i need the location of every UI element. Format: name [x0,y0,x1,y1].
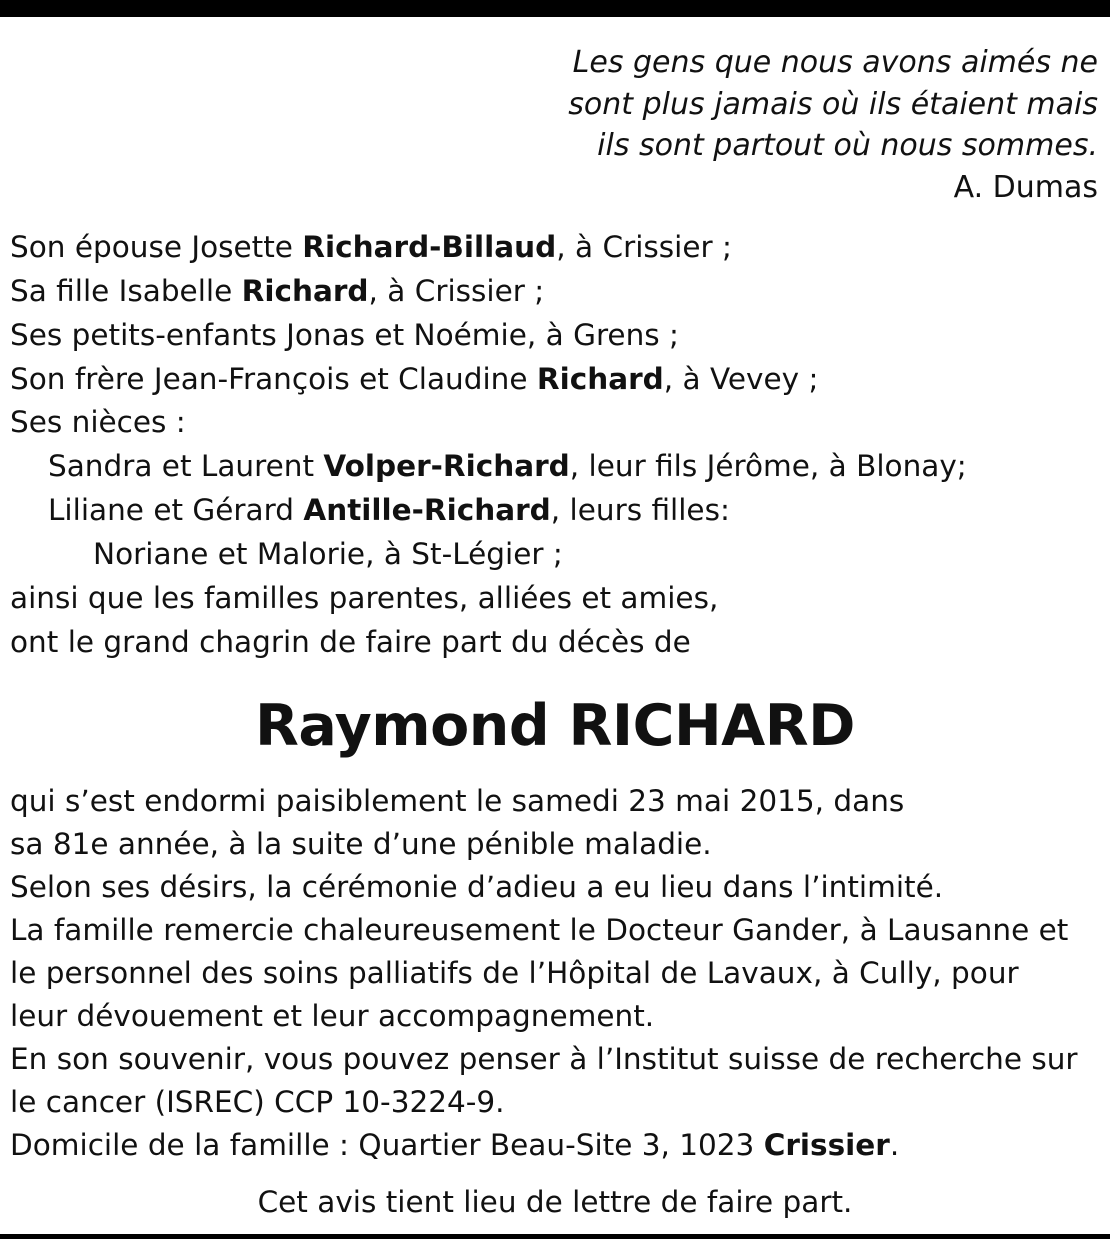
family-line-fille [10,269,544,313]
epigraph-line: ils sont partout où nous sommes. [597,128,1098,163]
text: , leurs filles: [550,493,730,527]
family-line-epouse [10,225,732,269]
city: Crissier [763,1128,890,1162]
text: Domicile de la famille : Quartier Beau-Site 3, 1023 [10,1128,764,1162]
body-line-3: Selon ses désirs, la cérémonie d’adieu a eu lieu dans l’intimité. [10,870,944,904]
epigraph-author: A. Dumas [953,169,1098,205]
text: Sandra et Laurent [48,449,324,483]
body-line-7: En son souvenir, vous pouvez penser à l’Institut suisse de recherche sur [10,1042,1078,1076]
closing-note: Cet avis tient lieu de lettre de faire part. [257,1185,853,1219]
body-line-1: qui s’est endormi paisiblement le samedi 23 mai 2015, dans [10,784,905,818]
text: , à Vevey ; [663,362,819,396]
text: . [889,1128,900,1162]
family-line-ont: ont le grand chagrin de faire part du décès de [10,625,691,659]
epigraph-line: sont plus jamais où ils étaient mais [568,86,1098,122]
family-line-petits-enfants: Ses petits-enfants Jonas et Noémie, à Grens ; [10,318,679,352]
text: Sa fille Isabelle [10,274,242,308]
family-line-frere [10,357,818,401]
surname: Richard [241,274,369,308]
family-line-niece-1 [48,444,967,488]
family-line-nieces-label: Ses nièces : [10,405,186,439]
family-line-niece-2-children: Noriane et Malorie, à St-Légier ; [93,537,563,571]
body-line-4: La famille remercie chaleureusement le Docteur Gander, à Lausanne et [10,913,1069,947]
domicile-line [10,1123,899,1167]
text: Liliane et Gérard [48,493,304,527]
surname: Antille-Richard [303,493,551,527]
text: , leur fils Jérôme, à Blonay; [569,449,967,483]
body-line-2: sa 81e année, à la suite d’une pénible maladie. [10,827,712,861]
surname: Volper-Richard [323,449,570,483]
family-line-niece-2 [48,488,730,532]
text: Son épouse Josette [10,230,303,264]
epigraph [568,42,1098,208]
body-line-6: leur dévouement et leur accompagnement. [10,999,655,1033]
surname: Richard-Billaud [302,230,557,264]
family-line-ainsi: ainsi que les familles parentes, alliées et amies, [10,581,719,615]
surname: Richard [536,362,664,396]
text: , à Crissier ; [368,274,545,308]
bottom-border [0,1234,1110,1239]
body-line-5: le personnel des soins palliatifs de l’Hôpital de Lavaux, à Cully, pour [10,956,1019,990]
text: Son frère Jean-François et Claudine [10,362,537,396]
epigraph-line: Les gens que nous avons aimés ne [572,45,1098,80]
text: , à Crissier ; [556,230,732,264]
body-line-8: le cancer (ISREC) CCP 10-3224-9. [10,1085,505,1119]
top-border [0,0,1110,17]
deceased-name: Raymond RICHARD [255,693,855,759]
